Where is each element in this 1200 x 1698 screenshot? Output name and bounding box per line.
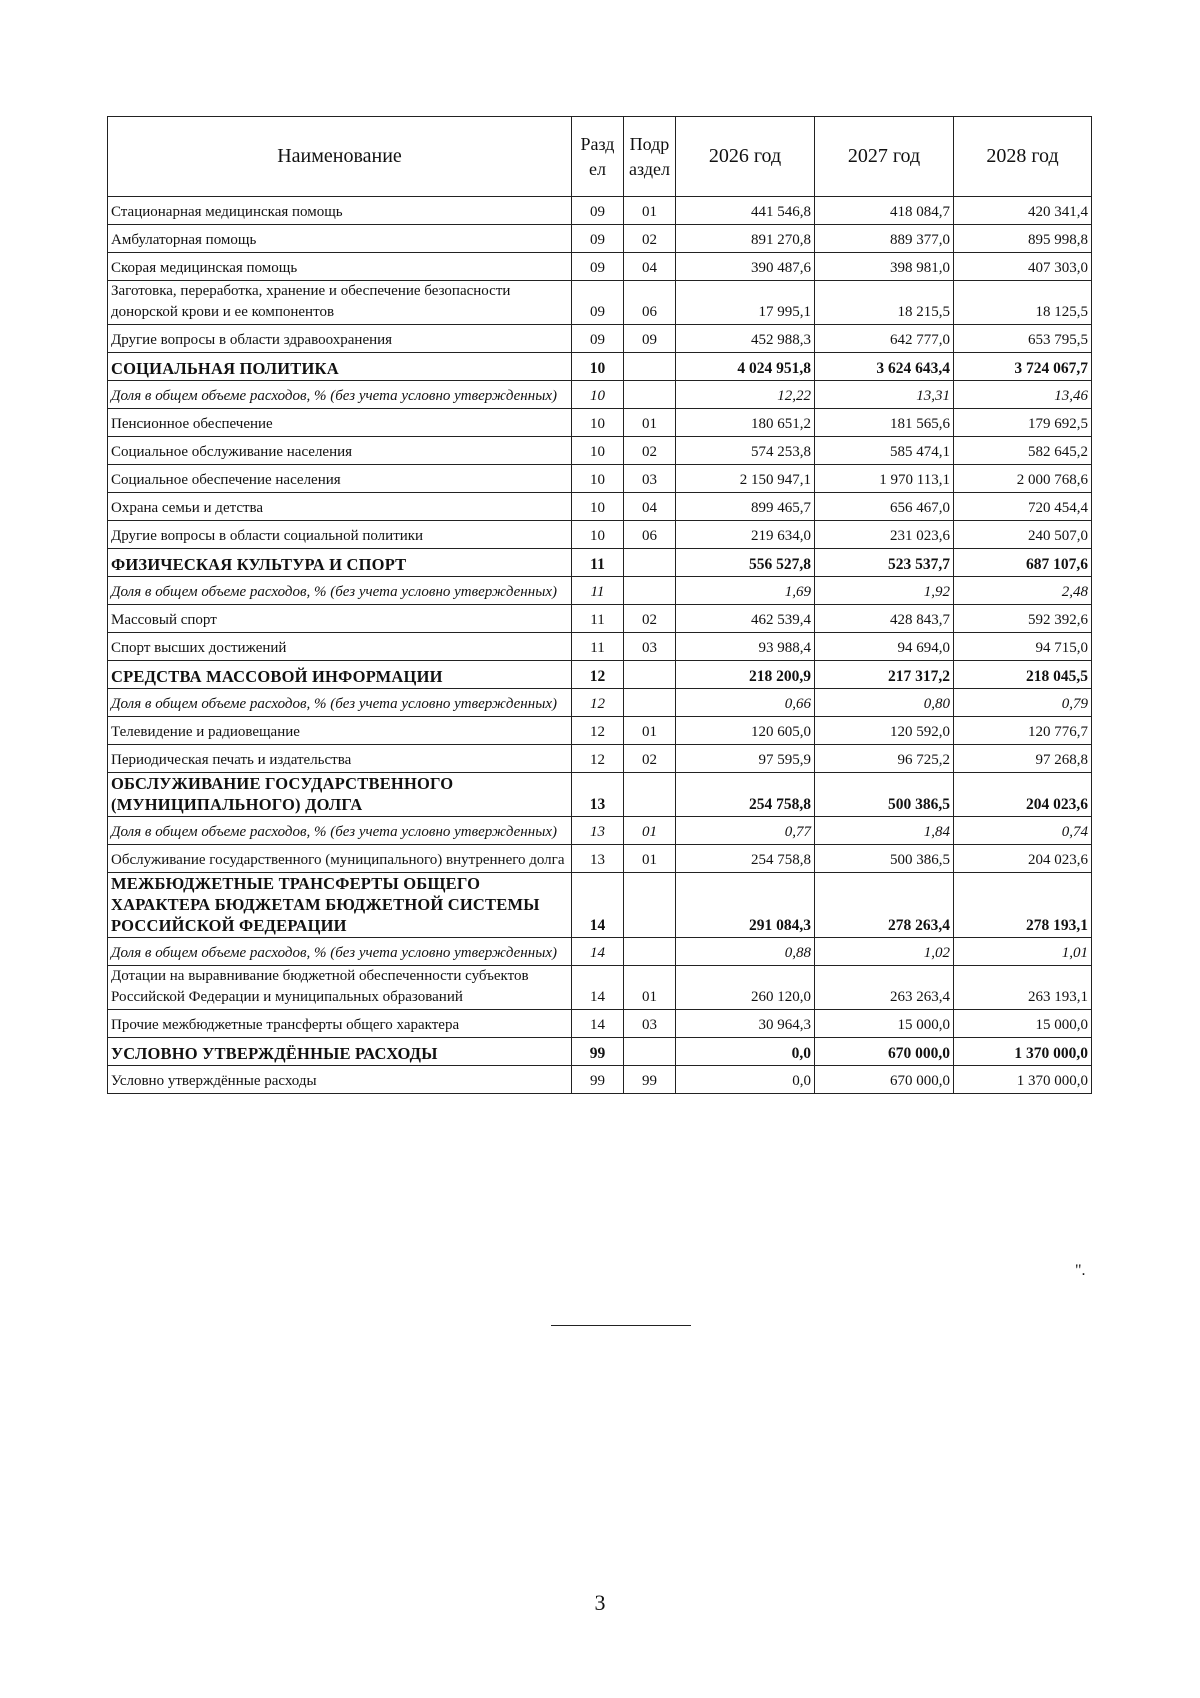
- cell-2026: 899 465,7: [676, 493, 815, 521]
- cell-subsection-code: [624, 549, 676, 577]
- cell-section-code: 13: [572, 817, 624, 845]
- header-year-2027: 2027 год: [815, 117, 954, 197]
- table-row: [108, 253, 1092, 281]
- cell-section-code: 14: [572, 1010, 624, 1038]
- cell-2028: 653 795,5: [954, 325, 1092, 353]
- cell-name: Дотации на выравнивание бюджетной обеспеченности субъектов Российской Федерации и муниципальных образований: [108, 966, 572, 1010]
- cell-2027: 18 215,5: [815, 281, 954, 325]
- cell-2028: 94 715,0: [954, 633, 1092, 661]
- cell-2026: 574 253,8: [676, 437, 815, 465]
- cell-subsection-code: 09: [624, 325, 676, 353]
- cell-2027: 523 537,7: [815, 549, 954, 577]
- cell-name: Пенсионное обеспечение: [108, 409, 572, 437]
- cell-2028: 18 125,5: [954, 281, 1092, 325]
- cell-2026: 0,88: [676, 938, 815, 966]
- section-row: [108, 873, 1092, 938]
- share-row: [108, 577, 1092, 605]
- cell-2027: 1 970 113,1: [815, 465, 954, 493]
- cell-section-code: 12: [572, 717, 624, 745]
- cell-section-code: 99: [572, 1038, 624, 1066]
- cell-subsection-code: 01: [624, 845, 676, 873]
- table-row: [108, 437, 1092, 465]
- cell-2028: 2,48: [954, 577, 1092, 605]
- cell-section-code: 10: [572, 465, 624, 493]
- cell-section-code: 12: [572, 661, 624, 689]
- cell-name: Доля в общем объеме расходов, % (без учета условно утвержденных): [108, 577, 572, 605]
- cell-subsection-code: 03: [624, 1010, 676, 1038]
- cell-name: ОБСЛУЖИВАНИЕ ГОСУДАРСТВЕННОГО (МУНИЦИПАЛЬНОГО) ДОЛГА: [108, 773, 572, 817]
- cell-2028: 2 000 768,6: [954, 465, 1092, 493]
- cell-2028: 687 107,6: [954, 549, 1092, 577]
- cell-2027: 15 000,0: [815, 1010, 954, 1038]
- cell-2026: 219 634,0: [676, 521, 815, 549]
- cell-section-code: 12: [572, 689, 624, 717]
- cell-2026: 218 200,9: [676, 661, 815, 689]
- section-row: [108, 353, 1092, 381]
- cell-subsection-code: 01: [624, 717, 676, 745]
- cell-2026: 93 988,4: [676, 633, 815, 661]
- cell-name: ФИЗИЧЕСКАЯ КУЛЬТУРА И СПОРТ: [108, 549, 572, 577]
- cell-section-code: 13: [572, 845, 624, 873]
- cell-2027: 94 694,0: [815, 633, 954, 661]
- page-number: 3: [594, 1590, 606, 1615]
- table-row: [108, 465, 1092, 493]
- cell-section-code: 09: [572, 253, 624, 281]
- cell-2026: 17 995,1: [676, 281, 815, 325]
- header-section: Разд ел: [572, 117, 624, 197]
- cell-subsection-code: [624, 873, 676, 938]
- cell-2026: 0,0: [676, 1038, 815, 1066]
- cell-section-code: 14: [572, 938, 624, 966]
- cell-2028: 204 023,6: [954, 773, 1092, 817]
- cell-name: Доля в общем объеме расходов, % (без учета условно утвержденных): [108, 381, 572, 409]
- cell-section-code: 14: [572, 873, 624, 938]
- cell-name: Доля в общем объеме расходов, % (без учета условно утвержденных): [108, 817, 572, 845]
- section-row: [108, 773, 1092, 817]
- cell-subsection-code: 99: [624, 1066, 676, 1094]
- cell-2026: 0,77: [676, 817, 815, 845]
- cell-name: Условно утверждённые расходы: [108, 1066, 572, 1094]
- cell-2028: 0,79: [954, 689, 1092, 717]
- cell-subsection-code: 06: [624, 521, 676, 549]
- cell-2027: 398 981,0: [815, 253, 954, 281]
- cell-2026: 12,22: [676, 381, 815, 409]
- table-row: [108, 1010, 1092, 1038]
- cell-2028: 0,74: [954, 817, 1092, 845]
- cell-2028: 720 454,4: [954, 493, 1092, 521]
- cell-subsection-code: [624, 773, 676, 817]
- cell-subsection-code: [624, 938, 676, 966]
- cell-2026: 0,66: [676, 689, 815, 717]
- cell-2028: 420 341,4: [954, 197, 1092, 225]
- cell-subsection-code: 02: [624, 225, 676, 253]
- cell-subsection-code: 04: [624, 493, 676, 521]
- share-row: [108, 938, 1092, 966]
- cell-section-code: 14: [572, 966, 624, 1010]
- cell-2027: 670 000,0: [815, 1038, 954, 1066]
- cell-2026: 30 964,3: [676, 1010, 815, 1038]
- cell-section-code: 10: [572, 353, 624, 381]
- table-row: [108, 966, 1092, 1010]
- cell-2027: 217 317,2: [815, 661, 954, 689]
- table-row: [108, 605, 1092, 633]
- cell-subsection-code: [624, 353, 676, 381]
- cell-2027: 428 843,7: [815, 605, 954, 633]
- cell-subsection-code: [624, 577, 676, 605]
- cell-2027: 670 000,0: [815, 1066, 954, 1094]
- cell-2026: 4 024 951,8: [676, 353, 815, 381]
- cell-name: Амбулаторная помощь: [108, 225, 572, 253]
- cell-section-code: 13: [572, 773, 624, 817]
- cell-section-code: 09: [572, 325, 624, 353]
- section-row: [108, 661, 1092, 689]
- cell-2027: 585 474,1: [815, 437, 954, 465]
- cell-2028: 1 370 000,0: [954, 1066, 1092, 1094]
- cell-section-code: 11: [572, 633, 624, 661]
- table-row: [108, 633, 1092, 661]
- cell-subsection-code: 01: [624, 966, 676, 1010]
- cell-2026: 0,0: [676, 1066, 815, 1094]
- cell-2026: 891 270,8: [676, 225, 815, 253]
- cell-subsection-code: 02: [624, 605, 676, 633]
- cell-2027: 1,84: [815, 817, 954, 845]
- cell-name: Социальное обеспечение населения: [108, 465, 572, 493]
- cell-2027: 500 386,5: [815, 773, 954, 817]
- cell-section-code: 09: [572, 197, 624, 225]
- table-row: [108, 521, 1092, 549]
- cell-2028: 179 692,5: [954, 409, 1092, 437]
- cell-2027: 120 592,0: [815, 717, 954, 745]
- cell-2027: 418 084,7: [815, 197, 954, 225]
- cell-2026: 556 527,8: [676, 549, 815, 577]
- table-row: [108, 717, 1092, 745]
- cell-section-code: 11: [572, 605, 624, 633]
- table-row: [108, 1066, 1092, 1094]
- cell-2028: 407 303,0: [954, 253, 1092, 281]
- table-row: [108, 197, 1092, 225]
- cell-subsection-code: [624, 689, 676, 717]
- cell-section-code: 12: [572, 745, 624, 773]
- cell-2027: 1,02: [815, 938, 954, 966]
- cell-subsection-code: 03: [624, 633, 676, 661]
- cell-2028: 592 392,6: [954, 605, 1092, 633]
- cell-2028: 263 193,1: [954, 966, 1092, 1010]
- cell-2026: 462 539,4: [676, 605, 815, 633]
- cell-name: Охрана семьи и детства: [108, 493, 572, 521]
- cell-name: СРЕДСТВА МАССОВОЙ ИНФОРМАЦИИ: [108, 661, 572, 689]
- cell-subsection-code: 01: [624, 817, 676, 845]
- cell-2027: 231 023,6: [815, 521, 954, 549]
- cell-2028: 278 193,1: [954, 873, 1092, 938]
- cell-2027: 1,92: [815, 577, 954, 605]
- table-row: [108, 845, 1092, 873]
- header-subsection: Подр аздел: [624, 117, 676, 197]
- cell-name: СОЦИАЛЬНАЯ ПОЛИТИКА: [108, 353, 572, 381]
- cell-2027: 656 467,0: [815, 493, 954, 521]
- cell-2026: 1,69: [676, 577, 815, 605]
- cell-name: Заготовка, переработка, хранение и обеспечение безопасности донорской крови и ее компонентов: [108, 281, 572, 325]
- cell-2027: 889 377,0: [815, 225, 954, 253]
- section-row: [108, 549, 1092, 577]
- cell-section-code: 11: [572, 549, 624, 577]
- header-row: [108, 117, 1092, 197]
- cell-subsection-code: 01: [624, 409, 676, 437]
- end-divider: [551, 1325, 691, 1326]
- cell-section-code: 10: [572, 381, 624, 409]
- cell-2026: 390 487,6: [676, 253, 815, 281]
- cell-name: Телевидение и радиовещание: [108, 717, 572, 745]
- cell-name: Стационарная медицинская помощь: [108, 197, 572, 225]
- cell-2028: 120 776,7: [954, 717, 1092, 745]
- cell-subsection-code: [624, 381, 676, 409]
- cell-2027: 0,80: [815, 689, 954, 717]
- cell-2027: 642 777,0: [815, 325, 954, 353]
- table-row: [108, 225, 1092, 253]
- cell-section-code: 09: [572, 225, 624, 253]
- cell-name: Доля в общем объеме расходов, % (без учета условно утвержденных): [108, 938, 572, 966]
- cell-section-code: 99: [572, 1066, 624, 1094]
- cell-2027: 13,31: [815, 381, 954, 409]
- cell-2027: 181 565,6: [815, 409, 954, 437]
- cell-subsection-code: 02: [624, 437, 676, 465]
- cell-name: УСЛОВНО УТВЕРЖДЁННЫЕ РАСХОДЫ: [108, 1038, 572, 1066]
- cell-2028: 97 268,8: [954, 745, 1092, 773]
- table-row: [108, 281, 1092, 325]
- cell-2027: 263 263,4: [815, 966, 954, 1010]
- cell-2027: 96 725,2: [815, 745, 954, 773]
- cell-name: Скорая медицинская помощь: [108, 253, 572, 281]
- cell-name: Социальное обслуживание населения: [108, 437, 572, 465]
- cell-name: Прочие межбюджетные трансферты общего характера: [108, 1010, 572, 1038]
- cell-2027: 278 263,4: [815, 873, 954, 938]
- cell-2028: 204 023,6: [954, 845, 1092, 873]
- header-year-2026: 2026 год: [676, 117, 815, 197]
- closing-quote-mark: ".: [1075, 1262, 1086, 1279]
- table-row: [108, 325, 1092, 353]
- cell-2026: 97 595,9: [676, 745, 815, 773]
- cell-2027: 500 386,5: [815, 845, 954, 873]
- cell-2026: 291 084,3: [676, 873, 815, 938]
- cell-name: Спорт высших достижений: [108, 633, 572, 661]
- share-row: [108, 689, 1092, 717]
- cell-2028: 15 000,0: [954, 1010, 1092, 1038]
- cell-2028: 582 645,2: [954, 437, 1092, 465]
- cell-2026: 120 605,0: [676, 717, 815, 745]
- cell-subsection-code: 01: [624, 197, 676, 225]
- cell-name: Обслуживание государственного (муниципального) внутреннего долга: [108, 845, 572, 873]
- table-body: [108, 197, 1092, 1094]
- cell-2026: 2 150 947,1: [676, 465, 815, 493]
- cell-2026: 441 546,8: [676, 197, 815, 225]
- cell-2026: 254 758,8: [676, 773, 815, 817]
- cell-subsection-code: 06: [624, 281, 676, 325]
- header-year-2028: 2028 год: [954, 117, 1092, 197]
- share-row: [108, 381, 1092, 409]
- cell-name: Массовый спорт: [108, 605, 572, 633]
- cell-2026: 180 651,2: [676, 409, 815, 437]
- cell-2026: 254 758,8: [676, 845, 815, 873]
- cell-name: Доля в общем объеме расходов, % (без учета условно утвержденных): [108, 689, 572, 717]
- cell-section-code: 11: [572, 577, 624, 605]
- section-row: [108, 1038, 1092, 1066]
- cell-section-code: 09: [572, 281, 624, 325]
- cell-section-code: 10: [572, 437, 624, 465]
- cell-name: МЕЖБЮДЖЕТНЫЕ ТРАНСФЕРТЫ ОБЩЕГО ХАРАКТЕРА БЮДЖЕТАМ БЮДЖЕТНОЙ СИСТЕМЫ РОССИЙСКОЙ ФЕДЕРАЦИИ: [108, 873, 572, 938]
- cell-subsection-code: [624, 1038, 676, 1066]
- cell-2028: 895 998,8: [954, 225, 1092, 253]
- cell-2028: 240 507,0: [954, 521, 1092, 549]
- cell-subsection-code: 03: [624, 465, 676, 493]
- budget-table: [107, 116, 1092, 1094]
- table-row: [108, 493, 1092, 521]
- cell-2026: 452 988,3: [676, 325, 815, 353]
- cell-section-code: 10: [572, 521, 624, 549]
- cell-subsection-code: 04: [624, 253, 676, 281]
- table-row: [108, 745, 1092, 773]
- cell-section-code: 10: [572, 409, 624, 437]
- cell-2026: 260 120,0: [676, 966, 815, 1010]
- share-row: [108, 817, 1092, 845]
- cell-2028: 1 370 000,0: [954, 1038, 1092, 1066]
- cell-subsection-code: 02: [624, 745, 676, 773]
- header-name: Наименование: [108, 117, 572, 197]
- cell-2028: 218 045,5: [954, 661, 1092, 689]
- cell-subsection-code: [624, 661, 676, 689]
- table-row: [108, 409, 1092, 437]
- cell-name: Другие вопросы в области здравоохранения: [108, 325, 572, 353]
- cell-2027: 3 624 643,4: [815, 353, 954, 381]
- cell-2028: 1,01: [954, 938, 1092, 966]
- cell-name: Периодическая печать и издательства: [108, 745, 572, 773]
- cell-2028: 3 724 067,7: [954, 353, 1092, 381]
- cell-2028: 13,46: [954, 381, 1092, 409]
- cell-section-code: 10: [572, 493, 624, 521]
- cell-name: Другие вопросы в области социальной политики: [108, 521, 572, 549]
